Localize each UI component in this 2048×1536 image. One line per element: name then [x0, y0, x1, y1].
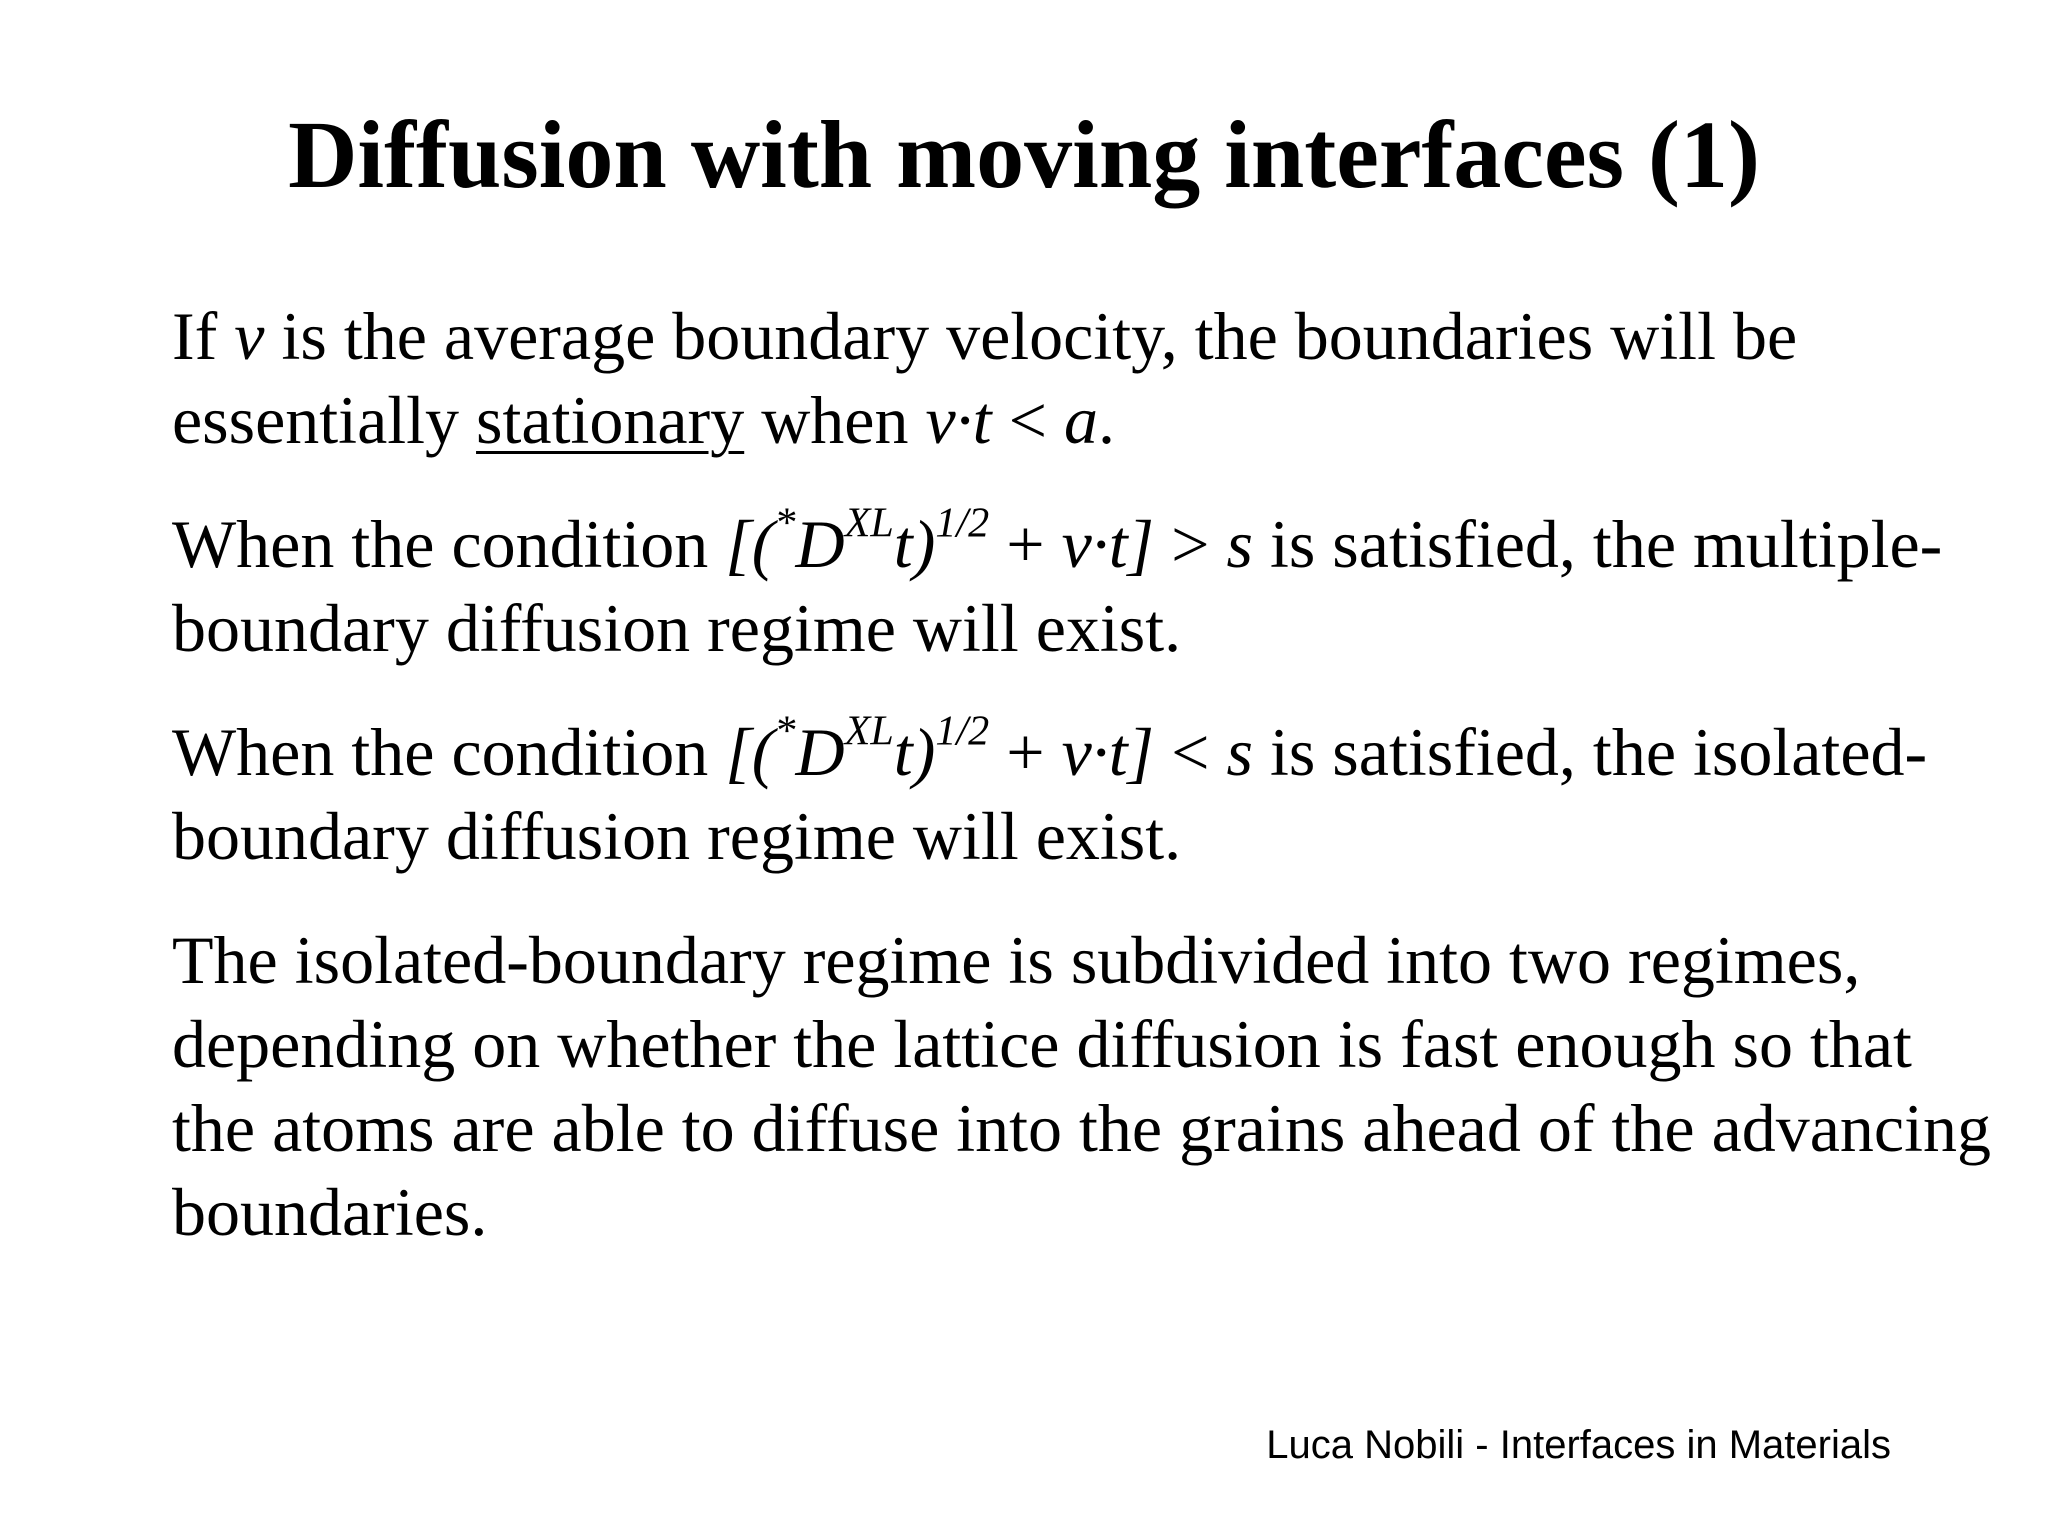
xl-superscript: XL: [844, 707, 894, 755]
text-run: is satisfied, the multiple-boundary diffusion regime will exist.: [172, 506, 1943, 666]
text-run: when: [744, 382, 926, 458]
plus-operator: +: [989, 506, 1062, 582]
velocity-symbol: v: [234, 298, 265, 374]
text-run: When the condition: [172, 714, 726, 790]
text-run: If: [172, 298, 235, 374]
star-superscript: *: [774, 499, 796, 547]
slide-body: [172, 294, 2008, 1294]
text-run: is the average boundary velocity, the boundaries will be essentially: [172, 298, 1815, 458]
half-exponent: 1/2: [935, 499, 990, 547]
stationary-term: stationary: [476, 382, 745, 458]
half-exponent: 1/2: [935, 707, 990, 755]
bracket-open: [(: [725, 714, 775, 790]
less-than-operator: <: [1154, 714, 1227, 790]
t-symbol: t): [893, 714, 936, 790]
paragraph-stationary: [172, 294, 1992, 462]
plus-operator: +: [989, 714, 1062, 790]
slide-title: Diffusion with moving interfaces (1): [288, 101, 1760, 208]
s-symbol: s: [1226, 506, 1253, 582]
less-than-operator: <: [991, 382, 1064, 458]
text-run: .: [1097, 382, 1115, 458]
condition-expression: [725, 707, 990, 790]
text-run: The isolated-boundary regime is subdivided into two regimes, depending on whether the lattice diffusion is fast enough so that the atoms are able to diffuse into the grains ahead of the advancing boundaries.: [172, 922, 2008, 1250]
text-run: is satisfied, the isolated-boundary diffusion regime will exist.: [172, 714, 1928, 874]
xl-superscript: XL: [844, 499, 894, 547]
text-run: When the condition: [172, 506, 726, 582]
t-symbol: t): [893, 506, 936, 582]
velocity-time-bracket: v·t]: [1061, 506, 1155, 582]
a-symbol: a: [1063, 382, 1098, 458]
bracket-open: [(: [725, 506, 775, 582]
greater-than-operator: >: [1154, 506, 1227, 582]
paragraph-isolated-boundary: [172, 707, 1992, 878]
slide-footer: Luca Nobili - Interfaces in Materials: [1266, 1423, 1891, 1467]
d-symbol: D: [795, 506, 845, 582]
velocity-time-bracket: v·t]: [1061, 714, 1155, 790]
condition-expression: [725, 499, 990, 582]
star-superscript: *: [774, 707, 796, 755]
d-symbol: D: [795, 714, 845, 790]
velocity-time-product: v·t: [925, 382, 992, 458]
paragraph-multiple-boundary: [172, 499, 1992, 670]
s-symbol: s: [1226, 714, 1253, 790]
paragraph-subdivided-regimes: [172, 918, 2008, 1254]
